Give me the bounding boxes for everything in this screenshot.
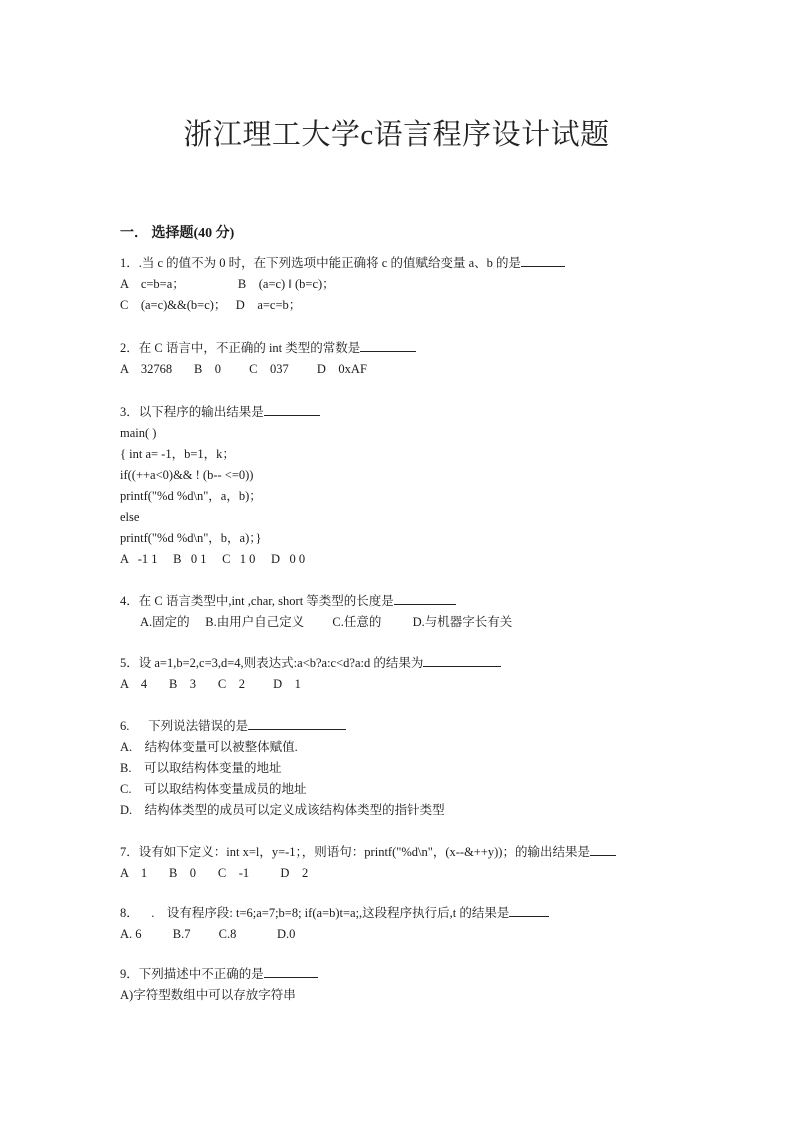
text-line xyxy=(120,360,367,378)
line-text: 7．设有如下定义：int x=l，y=-1；，则语句：printf("%d\n"，(x--&++y))；的输出结果是 xyxy=(120,845,590,859)
answer-blank xyxy=(264,403,320,416)
answer-blank xyxy=(248,717,346,730)
line-text: 6. 下列说法错误的是 xyxy=(120,719,249,733)
answer-blank xyxy=(360,339,416,352)
text-line xyxy=(120,654,501,672)
line-text: A c=b=a； B (a=c) ‖ (b=c)； xyxy=(120,277,335,291)
text-line xyxy=(120,466,253,484)
text-line xyxy=(120,864,308,882)
answer-blank xyxy=(521,254,565,267)
line-text: main( ) xyxy=(120,426,157,440)
line-text: A 32768 B 0 C 037 D 0xAF xyxy=(120,362,367,376)
line-text: 9．下列描述中不正确的是 xyxy=(120,967,264,981)
text-line xyxy=(120,904,549,922)
text-line xyxy=(120,965,318,983)
line-text: { int a= -1，b=1，k； xyxy=(120,447,235,461)
text-line xyxy=(120,275,335,293)
text-line xyxy=(120,403,320,421)
text-line xyxy=(120,738,298,756)
line-text: if((++a<0)&& ! (b-- <=0)) xyxy=(120,468,254,482)
line-text: 4．在 C 语言类型中,int ,char, short 等类型的长度是 xyxy=(120,594,394,608)
line-text: A.固定的 B.由用户自己定义 C.任意的 D.与机器字长有关 xyxy=(140,615,513,629)
line-text: printf("%d %d\n"，b，a)；} xyxy=(120,531,262,545)
text-line xyxy=(120,717,346,735)
text-line xyxy=(120,843,616,861)
line-text: A. 6 B.7 C.8 D.0 xyxy=(120,927,296,941)
line-text: C. 可以取结构体变量成员的地址 xyxy=(120,782,307,796)
answer-blank xyxy=(264,965,318,978)
section-heading: 一． 选择题(40 分) xyxy=(120,226,235,241)
text-line xyxy=(120,508,139,526)
text-line xyxy=(120,925,295,943)
line-text: 2．在 C 语言中，不正确的 int 类型的常数是 xyxy=(120,341,361,355)
line-text: A)字符型数组中可以存放字符串 xyxy=(120,988,296,1002)
text-line xyxy=(120,445,235,463)
text-line xyxy=(120,296,301,314)
document-title: 浙江理工大学c语言程序设计试题 xyxy=(183,119,610,151)
line-text: 8． . 设有程序段: t=6;a=7;b=8; if(a=b)t=a;,这段程序执行后,t 的结果是 xyxy=(120,906,510,920)
text-line xyxy=(120,550,305,568)
text-line xyxy=(140,613,512,631)
line-text: 5．设 a=1,b=2,c=3,d=4,则表达式:a<b?a:c<d?a:d 的结果为 xyxy=(120,656,424,670)
text-line xyxy=(120,759,281,777)
text-line xyxy=(120,339,416,357)
line-text: 1．.当 c 的值不为 0 时，在下列选项中能正确将 c 的值赋给变量 a、b 的是 xyxy=(120,256,522,270)
text-line xyxy=(120,801,445,819)
line-text: D. 结构体类型的成员可以定义成该结构体类型的指针类型 xyxy=(120,803,445,817)
answer-blank xyxy=(423,654,501,667)
line-text: A 4 B 3 C 2 D 1 xyxy=(120,677,301,691)
text-line xyxy=(120,592,456,610)
line-text: A. 结构体变量可以被整体赋值. xyxy=(120,740,298,754)
line-text: 3．以下程序的输出结果是 xyxy=(120,405,264,419)
text-line xyxy=(120,675,301,693)
line-text: printf("%d %d\n"，a，b)； xyxy=(120,489,262,503)
line-text: A -1 1 B 0 1 C 1 0 D 0 0 xyxy=(120,552,306,566)
line-text: else xyxy=(120,510,140,524)
text-line xyxy=(120,780,306,798)
text-line xyxy=(120,487,262,505)
answer-blank xyxy=(590,843,616,856)
line-text: A 1 B 0 C -1 D 2 xyxy=(120,866,309,880)
line-text: C (a=c)&&(b=c)； D a=c=b； xyxy=(120,298,302,312)
text-line xyxy=(120,254,565,272)
answer-blank xyxy=(394,592,456,605)
answer-blank xyxy=(509,904,549,917)
text-line xyxy=(120,529,262,547)
text-line xyxy=(120,986,296,1004)
line-text: B. 可以取结构体变量的地址 xyxy=(120,761,282,775)
text-line xyxy=(120,424,156,442)
